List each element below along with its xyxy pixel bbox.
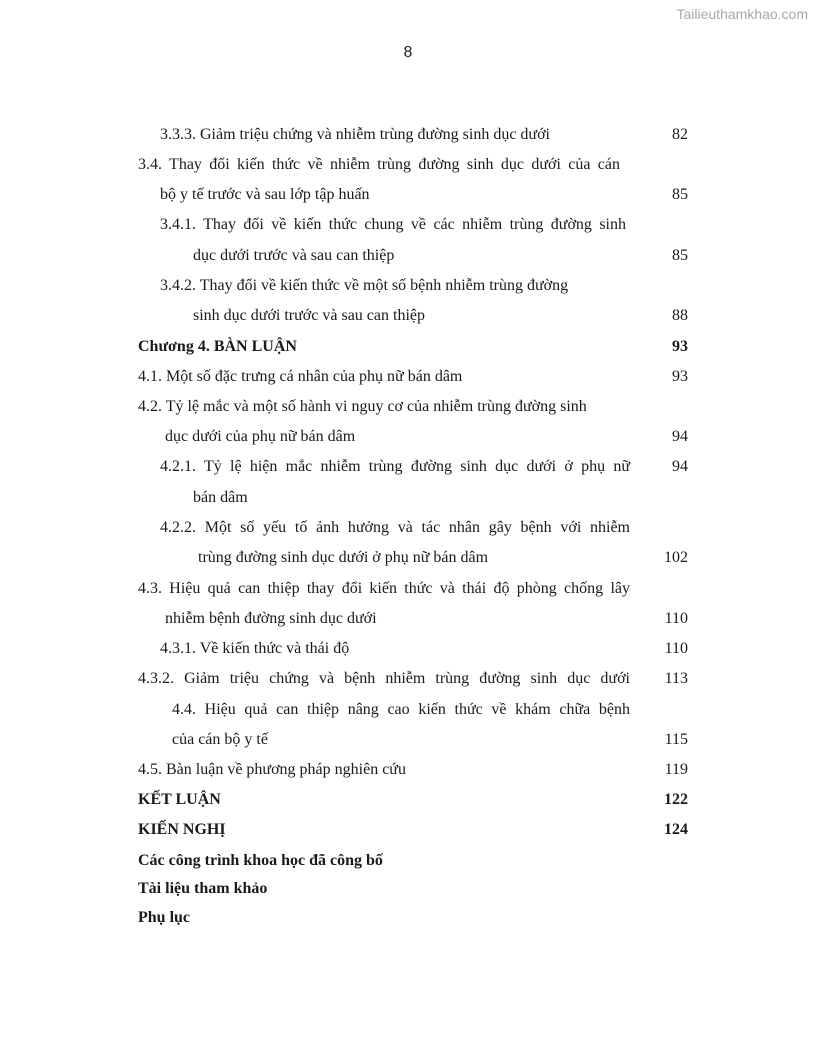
toc-conclusion: KẾT LUẬN — [138, 791, 221, 808]
toc-entry-3-4-1: 3.4.1. Thay đổi về kiến thức chung về các nhiễm trùng đường sinh — [160, 216, 626, 233]
toc-chapter-4: Chương 4. BÀN LUẬN — [138, 338, 297, 355]
toc-entry-4-1: 4.1. Một số đặc trưng cá nhân của phụ nữ bán dâm — [138, 368, 463, 385]
toc-entry-4-5: 4.5. Bàn luận về phương pháp nghiên cứu — [138, 761, 406, 778]
toc-page-number: 110 — [664, 640, 688, 657]
toc-page-number: 119 — [664, 761, 688, 778]
toc-page-number: 115 — [664, 731, 688, 748]
toc-entry-4-3: 4.3. Hiệu quả can thiệp thay đổi kiến thức và thái độ phòng chống lây — [138, 580, 630, 597]
toc-page-number: 88 — [672, 307, 688, 324]
toc-entry-4-3-1: 4.3.1. Về kiến thức và thái độ — [160, 640, 350, 657]
toc-page-number: 110 — [664, 610, 688, 627]
toc-page-number: 102 — [664, 549, 688, 566]
toc-page-number: 94 — [672, 458, 688, 475]
toc-references: Tài liệu tham khảo — [138, 880, 268, 897]
toc-entry-3-4-2-cont: sinh dục dưới trước và sau can thiệp — [193, 307, 425, 324]
toc-entry-4-4: 4.4. Hiệu quả can thiệp nâng cao kiến thức về khám chữa bệnh — [172, 701, 630, 718]
toc-entry-3-4-cont: bộ y tế trước và sau lớp tập huấn — [160, 186, 370, 203]
toc-page-number: 122 — [664, 791, 688, 808]
toc-entry-4-2-2-cont: trùng đường sinh dục dưới ở phụ nữ bán dâm — [198, 549, 489, 566]
watermark: Tailieuthamkhao.com — [676, 6, 808, 22]
toc-page-number: 82 — [672, 126, 688, 143]
toc-page-number: 94 — [672, 428, 688, 445]
toc-page-number: 124 — [664, 821, 688, 838]
toc-publications: Các công trình khoa học đã công bố — [138, 852, 383, 869]
toc-page-number: 93 — [672, 368, 688, 385]
toc-entry-3-4: 3.4. Thay đổi kiến thức về nhiễm trùng đường sinh dục dưới của cán — [138, 156, 620, 173]
toc-entry-4-2-1: 4.2.1. Tỷ lệ hiện mắc nhiễm trùng đường sinh dục dưới ở phụ nữ — [160, 458, 630, 475]
toc-page-number: 85 — [672, 186, 688, 203]
toc-entry-4-2: 4.2. Tỷ lệ mắc và một số hành vi nguy cơ của nhiễm trùng đường sinh — [138, 398, 587, 415]
toc-page-number: 113 — [664, 670, 688, 687]
toc-entry-4-3-2: 4.3.2. Giảm triệu chứng và bệnh nhiễm trùng đường sinh dục dưới — [138, 670, 630, 687]
toc-page-number: 85 — [672, 247, 688, 264]
page-number: 8 — [403, 44, 413, 61]
toc-entry-4-2-1-cont: bán dâm — [193, 489, 248, 506]
toc-entry-4-2-cont: dục dưới của phụ nữ bán dâm — [165, 428, 356, 445]
toc-entry-3-3-3: 3.3.3. Giảm triệu chứng và nhiễm trùng đường sinh dục dưới — [160, 126, 550, 143]
toc-entry-3-4-1-cont: dục dưới trước và sau can thiệp — [193, 247, 395, 264]
toc-recommendations: KIẾN NGHỊ — [138, 821, 226, 838]
toc-entry-4-3-cont: nhiễm bệnh đường sinh dục dưới — [165, 610, 377, 627]
toc-entry-3-4-2: 3.4.2. Thay đổi về kiến thức về một số bệnh nhiễm trùng đường — [160, 277, 569, 294]
toc-appendix: Phụ lục — [138, 909, 191, 926]
toc-entry-4-4-cont: của cán bộ y tế — [172, 731, 268, 748]
toc-entry-4-2-2: 4.2.2. Một số yếu tố ảnh hưởng và tác nhân gây bệnh với nhiễm — [160, 519, 630, 536]
toc-page-number: 93 — [672, 338, 688, 355]
